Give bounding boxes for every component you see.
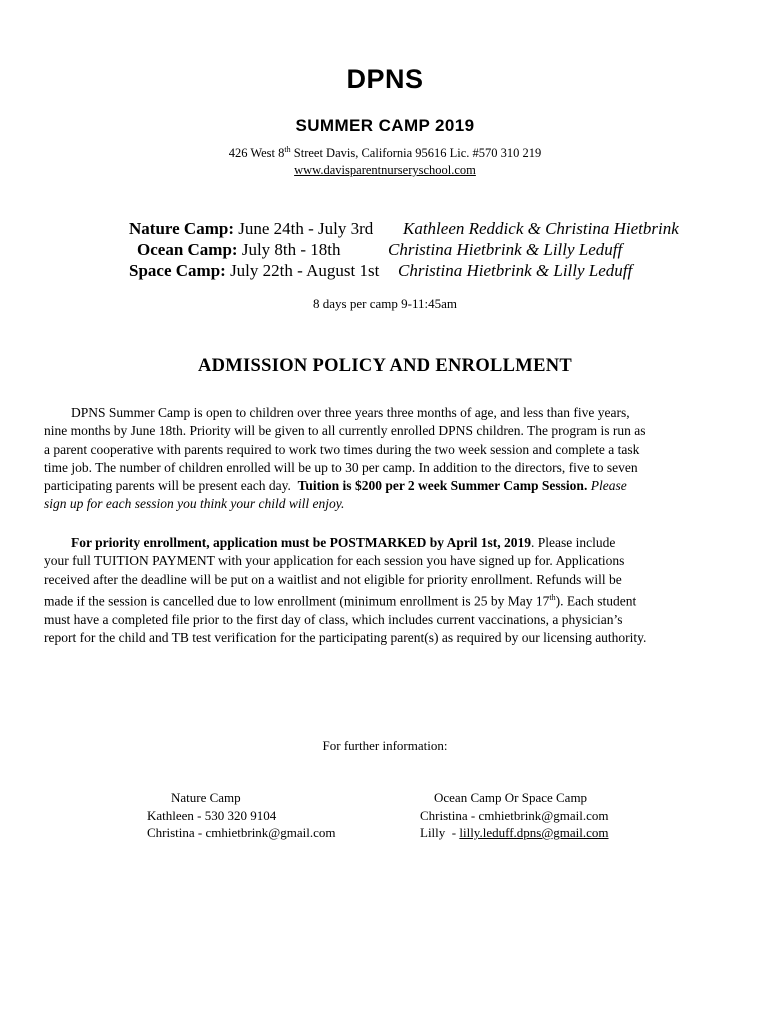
- page-subtitle: SUMMER CAMP 2019: [295, 116, 475, 135]
- contact-heading: Nature Camp: [171, 790, 241, 805]
- contact-heading: Ocean Camp Or Space Camp: [434, 790, 588, 805]
- contact-line: Christina - cmhietbrink@gmail.com: [147, 825, 336, 840]
- policy-paragraph-2: For priority enrollment, application must be POSTMARKED by April 1st, 2019. Please include your full TUITION PAYMENT with your application for each session you have signed up for. Applications received after the deadline will be put on a waitlist and not eligible for priority enrollment. Refunds will be made if the session is cancelled due to low enrollment (minimum enrollment is 25 by May 17th). Each student must have a completed file prior to the first day of class, which includes current vaccinations, a physician’s report for the child and TB test verification for the participating parent(s) as required by our licensing authority.: [44, 535, 647, 645]
- schedule: 8 days per camp 9-11:45am: [313, 296, 457, 311]
- contact-line: Lilly - lilly.leduff.dpns@gmail.com: [420, 825, 609, 840]
- camp-name: Ocean Camp:: [137, 240, 238, 259]
- contact-line: Christina - cmhietbrink@gmail.com: [420, 807, 609, 823]
- camp-dates: July 22th - August 1st: [225, 261, 380, 280]
- email-link[interactable]: lilly.leduff.dpns@gmail.com: [459, 825, 609, 840]
- camp-space-staff: Christina Hietbrink & Lilly Leduff: [398, 261, 633, 280]
- camp-dates: June 24th - July 3rd: [233, 219, 374, 238]
- camp-dates: July 8th - 18th: [237, 240, 341, 259]
- address: 426 West 8th Street Davis, California 95616 Lic. #570 310 219: [228, 145, 542, 161]
- contact-ocean-space: [420, 789, 609, 842]
- section-heading: ADMISSION POLICY AND ENROLLMENT: [197, 356, 573, 376]
- contact-nature: [147, 789, 336, 842]
- further-info-label: For further information:: [322, 738, 448, 753]
- camp-name: Nature Camp:: [129, 219, 234, 238]
- contact-line: Kathleen - 530 320 9104: [147, 807, 277, 823]
- policy-paragraph-1: DPNS Summer Camp is open to children over three years three months of age, and less than five years, nine months by June 18th. Priority will be given to all currently enrolled DPNS children. The program is run as a parent cooperative with parents required to work two times during the two week session and complete a task time job. The number of children enrolled will be up to 30 per camp. In addition to the directors, five to seven participating parents will be present each day. Tuition is $200 per 2 week Summer Camp Session. Please sign up for each session you think your child will enjoy.: [44, 405, 646, 512]
- website-link[interactable]: www.davisparentnurseryschool.com: [294, 163, 476, 177]
- camp-nature-staff: Kathleen Reddick & Christina Hietbrink: [403, 219, 679, 238]
- page-title: DPNS: [346, 64, 424, 94]
- camp-space: [129, 261, 379, 281]
- camp-nature: [129, 219, 373, 239]
- camp-ocean-staff: Christina Hietbrink & Lilly Leduff: [388, 240, 623, 259]
- camp-ocean: [137, 240, 341, 260]
- camp-name: Space Camp:: [129, 261, 226, 280]
